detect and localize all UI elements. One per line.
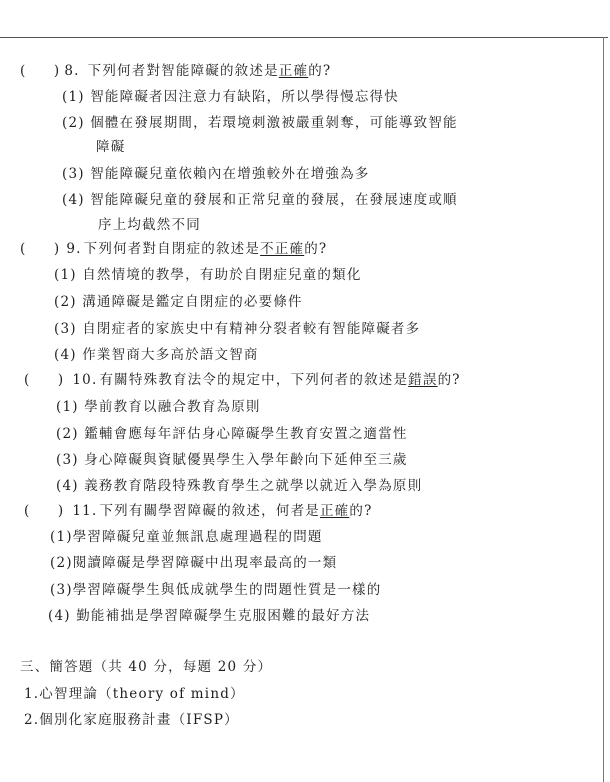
question-10-option-3: (3) 身心障礙與資賦優異學生入學年齡向下延伸至三歲 xyxy=(56,452,408,468)
question-key-term: 正確 xyxy=(319,503,350,519)
question-number: 11. xyxy=(72,503,98,519)
question-9-option-2: (2) 溝通障礙是鑑定自閉症的必要條件 xyxy=(54,294,303,310)
question-8-option-2-cont: 障礙 xyxy=(96,139,126,155)
top-border-line xyxy=(0,37,608,38)
question-11-stem xyxy=(24,502,373,520)
question-9-option-1: (1) 自然情境的教學，有助於自閉症兒童的類化 xyxy=(54,267,362,283)
question-number: 10. xyxy=(72,372,98,388)
short-answer-item-2: 2.個別化家庭服務計畫（IFSP） xyxy=(24,712,239,728)
question-8-option-4-cont: 序上均截然不同 xyxy=(98,217,201,233)
question-11-option-1: (1)學習障礙兒童並無訊息處理過程的問題 xyxy=(50,529,323,545)
answer-bracket: ( ) xyxy=(20,63,61,79)
question-9-stem xyxy=(20,240,327,258)
question-8-option-4: (4) 智能障礙兒童的發展和正常兒童的發展，在發展速度或順 xyxy=(62,192,458,208)
question-11-option-4: (4) 勤能補拙是學習障礙學生克服困難的最好方法 xyxy=(48,608,371,624)
question-8-stem xyxy=(20,62,331,80)
question-8-option-3: (3) 智能障礙兒童依賴內在增強較外在增強為多 xyxy=(62,166,370,182)
question-10-option-2: (2) 鑑輔會應每年評估身心障礙學生教育安置之適當性 xyxy=(56,426,408,442)
question-9-option-4: (4) 作業智商大多高於語文智商 xyxy=(54,347,259,363)
question-key-term: 不正確 xyxy=(260,241,305,257)
question-11-option-3: (3)學習障礙學生與低成就學生的問題性質是一樣的 xyxy=(50,582,382,598)
section-3-heading: 三、簡答題（共 40 分，每題 20 分） xyxy=(20,659,273,675)
question-stem-text: 有關特殊教育法令的規定中，下列何者的敘述是 xyxy=(99,372,409,388)
short-answer-item-1: 1.心智理論（theory of mind） xyxy=(24,686,245,702)
question-stem-end: 的? xyxy=(437,372,461,388)
question-stem-end: 的? xyxy=(308,63,332,79)
answer-bracket: ( ) xyxy=(20,241,61,257)
question-9-option-3: (3) 自閉症者的家族史中有精神分裂者較有智能障礙者多 xyxy=(54,321,421,337)
question-10-option-1: (1) 學前教育以融合教育為原則 xyxy=(56,399,261,415)
answer-bracket: ( ) xyxy=(24,503,65,519)
question-8-option-2: (2) 個體在發展期間，若環境刺激被嚴重剝奪，可能導致智能 xyxy=(62,115,458,131)
question-10-stem xyxy=(24,371,461,389)
question-stem-end: 的? xyxy=(304,241,328,257)
question-stem-text: 下列何者對自閉症的敘述是 xyxy=(83,241,261,257)
question-stem-text: 下列有關學習障礙的敘述，何者是 xyxy=(99,503,320,519)
right-border-line xyxy=(603,37,604,782)
question-11-option-2: (2)閱讀障礙是學習障礙中出現率最高的一類 xyxy=(50,555,338,571)
question-stem-text: 下列何者對智能障礙的敘述是 xyxy=(87,63,279,79)
question-key-term: 錯誤 xyxy=(408,372,438,388)
question-8-option-1: (1) 智能障礙者因注意力有缺陷，所以學得慢忘得快 xyxy=(62,89,399,105)
question-number: 8. xyxy=(64,63,80,79)
answer-bracket: ( ) xyxy=(24,372,65,388)
question-key-term: 正確 xyxy=(278,63,309,79)
question-number: 9. xyxy=(66,241,82,257)
question-stem-end: 的? xyxy=(349,503,373,519)
question-10-option-4: (4) 義務教育階段特殊教育學生之就學以就近入學為原則 xyxy=(56,478,423,494)
